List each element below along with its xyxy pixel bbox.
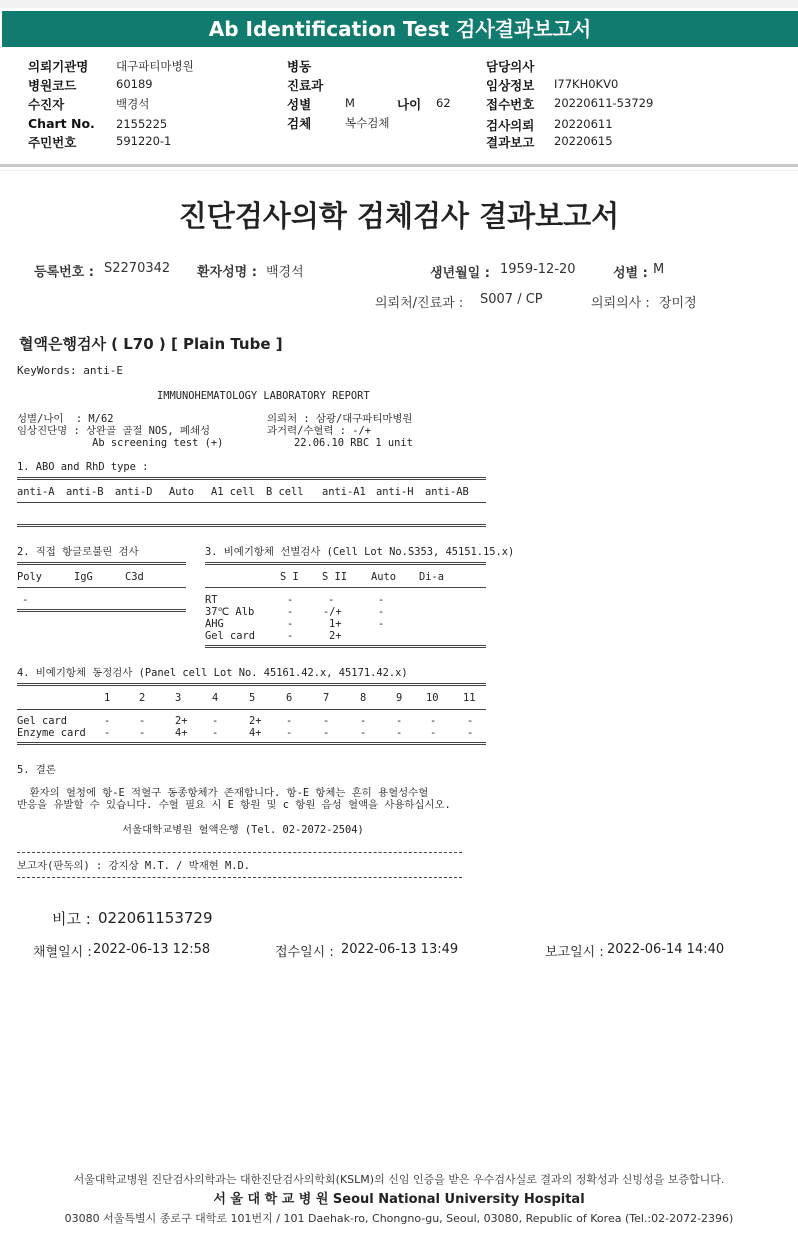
reg-label: 등록번호 : xyxy=(34,265,94,280)
row-label: 37℃ Alb xyxy=(205,606,255,618)
table-cell: - xyxy=(328,594,335,606)
header-label: 검체 xyxy=(287,116,312,131)
table-cell: - xyxy=(430,715,437,727)
table-cell: - xyxy=(286,715,293,727)
hospital-name-en: Seoul National University Hospital xyxy=(332,1192,585,1207)
footer-certification: 서울대학교병원 진단검사의학과는 대한진단검사의학회(KSLM)의 신임 인증을 받은 우수검사실로 결과의 정확성과 신빙성을 보증합니다. xyxy=(73,1173,725,1186)
column-header: B cell xyxy=(266,486,304,498)
double-rule xyxy=(17,524,486,527)
header-value: 62 xyxy=(436,96,451,110)
header-label: Chart No. xyxy=(28,116,95,131)
rule xyxy=(17,877,462,878)
birth-value: 1959-12-20 xyxy=(500,262,576,277)
header-value: I77KH0KV0 xyxy=(554,77,619,91)
dept-label: 의뢰처/진료과 : xyxy=(375,296,464,311)
header-label: 진료과 xyxy=(287,78,324,93)
double-rule xyxy=(17,477,486,480)
sex-label: 성별 : xyxy=(613,266,648,281)
info-line: 임상진단명 : 상완골 골절 NOS, 폐쇄성 xyxy=(17,425,211,437)
section-4-title: 4. 비예기항체 동정검사 (Panel cell Lot No. 45161.42.x, 45171.42.x) xyxy=(17,667,408,679)
column-header: anti-D xyxy=(115,486,153,498)
header-label: 수진자 xyxy=(28,97,65,112)
header-label: 접수번호 xyxy=(486,97,535,112)
report-title: 진단검사의학 검체검사 결과보고서 xyxy=(178,199,620,233)
rule xyxy=(17,587,186,588)
receive-label: 접수일시 : xyxy=(275,945,334,960)
column-header: anti-A1 xyxy=(322,486,366,498)
double-rule xyxy=(17,609,186,612)
info-line: 의뢰처 : 삼광/대구파티마병원 xyxy=(267,413,413,425)
patient-name-label: 환자성명 : xyxy=(197,265,257,280)
section-divider xyxy=(0,164,798,167)
conclusion-line: 반응을 유발할 수 있습니다. 수혈 필요 시 E 항원 및 c 항원 음성 혈액을 사용하십시오. xyxy=(17,799,451,811)
double-rule xyxy=(17,683,486,686)
header-value: 60189 xyxy=(116,77,153,91)
row-label: AHG xyxy=(205,618,224,630)
header-label: 나이 xyxy=(397,97,422,112)
column-header: Di-a xyxy=(419,571,445,583)
header-label: 결과보고 xyxy=(486,135,535,150)
table-cell: - xyxy=(396,715,403,727)
remark-label: 비고 : xyxy=(52,910,91,928)
column-header: 1 xyxy=(104,692,111,704)
double-rule xyxy=(17,562,186,565)
table-cell: - xyxy=(212,715,219,727)
footer-hospital xyxy=(0,1188,798,1207)
collect-label: 채혈일시 : xyxy=(33,945,92,960)
header-label: 검사의뢰 xyxy=(486,118,535,133)
header-label: 담당의사 xyxy=(486,59,535,74)
column-header: 6 xyxy=(286,692,293,704)
column-header: 3 xyxy=(175,692,182,704)
header-label: 주민번호 xyxy=(28,135,77,150)
row-label: Gel card xyxy=(205,630,256,642)
rule xyxy=(17,709,486,710)
table-cell: - xyxy=(139,727,146,739)
footer-address: 03080 서울특별시 종로구 대학로 101번지 / 101 Daehak-ro, Chongno-gu, Seoul, 03080, Republic of Korea (Tel.:02-2072-2396) xyxy=(64,1212,734,1225)
column-header: 11 xyxy=(463,692,476,704)
column-header: 2 xyxy=(139,692,146,704)
header-value: 20220611-53729 xyxy=(554,96,654,110)
rule xyxy=(17,852,462,853)
column-header: anti-H xyxy=(376,486,414,498)
table-cell: - xyxy=(286,727,293,739)
column-header: 7 xyxy=(323,692,330,704)
sex-value: M xyxy=(653,262,665,277)
table-cell: - xyxy=(430,727,437,739)
section-2-title: 2. 직접 항글로불린 검사 xyxy=(17,546,139,558)
banner-title: Ab Identification Test 검사결과보고서 xyxy=(2,11,798,47)
hospital-name-kr: 서 울 대 학 교 병 원 xyxy=(213,1192,329,1207)
table-cell: - xyxy=(287,630,294,642)
keywords: KeyWords: anti-E xyxy=(17,364,123,377)
column-header: S I xyxy=(280,571,299,583)
header-value: M xyxy=(345,96,355,110)
column-header: 10 xyxy=(426,692,439,704)
table-cell: - xyxy=(323,727,330,739)
header-value: 20220611 xyxy=(554,117,613,131)
header-value: 2155225 xyxy=(116,117,168,131)
rule xyxy=(205,587,486,588)
info-line: 성별/나이 : M/62 xyxy=(17,413,114,425)
header-value: 백경석 xyxy=(116,97,150,111)
table-cell: 2+ xyxy=(249,715,262,727)
header-label: 병원코드 xyxy=(28,78,77,93)
column-header: S II xyxy=(322,571,348,583)
birth-label: 생년월일 : xyxy=(430,266,490,281)
table-cell: 2+ xyxy=(329,630,342,642)
header-value: 20220615 xyxy=(554,134,613,148)
conclusion-line: 환자의 혈청에 항-E 적혈구 동종항체가 존재합니다. 항-E 항체는 흔히 용혈성수혈 xyxy=(17,787,429,799)
row-label: RT xyxy=(205,594,218,606)
header-label: 성별 xyxy=(287,97,312,112)
remark-value: 022061153729 xyxy=(98,909,213,927)
header-label: 임상정보 xyxy=(486,78,535,93)
column-header: A1 cell xyxy=(211,486,255,498)
doctor-label: 의뢰의사 : xyxy=(591,296,650,311)
column-header: IgG xyxy=(74,571,93,583)
column-header: 9 xyxy=(396,692,403,704)
header-value: 복수검체 xyxy=(345,116,390,130)
table-cell: - xyxy=(323,715,330,727)
header-value: 591220-1 xyxy=(116,134,172,148)
info-line: Ab screening test (+) xyxy=(17,437,224,449)
table-cell: - xyxy=(360,715,367,727)
rule xyxy=(17,502,486,503)
doctor-value: 장미정 xyxy=(659,296,697,311)
table-cell: - xyxy=(467,727,474,739)
table-cell: 1+ xyxy=(329,618,342,630)
table-cell: - xyxy=(139,715,146,727)
info-line: 22.06.10 RBC 1 unit xyxy=(294,437,413,449)
column-header: Auto xyxy=(371,571,397,583)
table-cell: - xyxy=(287,594,294,606)
table-cell: - xyxy=(104,715,111,727)
reporter: 보고자(판독의) : 강지상 M.T. / 박재현 M.D. xyxy=(17,860,251,872)
table-cell: - xyxy=(378,594,385,606)
info-line: 과거력/수혈력 : -/+ xyxy=(267,425,372,437)
column-header: Poly xyxy=(17,571,43,583)
header-value: 대구파티마병원 xyxy=(116,59,194,73)
lab-report-title: IMMUNOHEMATOLOGY LABORATORY REPORT xyxy=(157,390,370,402)
header-label: 병동 xyxy=(287,59,312,74)
top-strip xyxy=(0,0,798,8)
table-cell: - xyxy=(378,606,385,618)
section-1-title: 1. ABO and RhD type : xyxy=(17,461,149,473)
table-cell: - xyxy=(467,715,474,727)
table-cell: - xyxy=(360,727,367,739)
column-header: C3d xyxy=(125,571,144,583)
column-header: anti-AB xyxy=(425,486,469,498)
patient-name-value: 백경석 xyxy=(266,265,304,280)
column-header: 8 xyxy=(360,692,367,704)
table-cell: 2+ xyxy=(175,715,188,727)
column-header: Auto xyxy=(169,486,195,498)
report-time-value: 2022-06-14 14:40 xyxy=(607,942,725,957)
report-time-label: 보고일시 : xyxy=(545,945,604,960)
column-header: 5 xyxy=(249,692,256,704)
dept-value: S007 / CP xyxy=(480,292,543,307)
column-header: anti-B xyxy=(66,486,104,498)
table-cell: - xyxy=(22,594,29,606)
table-cell: 4+ xyxy=(175,727,188,739)
table-cell: - xyxy=(104,727,111,739)
column-header: 4 xyxy=(212,692,219,704)
test-section-title: 혈액은행검사 ( L70 ) [ Plain Tube ] xyxy=(19,335,283,353)
row-label: Gel card xyxy=(17,715,68,727)
table-cell: - xyxy=(287,618,294,630)
receive-value: 2022-06-13 13:49 xyxy=(341,942,459,957)
table-cell: -/+ xyxy=(323,606,342,618)
section-5-title: 5. 결론 xyxy=(17,764,56,776)
double-rule xyxy=(205,562,486,565)
double-rule xyxy=(205,645,486,648)
reg-value: S2270342 xyxy=(104,261,171,276)
row-label: Enzyme card xyxy=(17,727,86,739)
header-label: 의뢰기관명 xyxy=(28,59,89,74)
collect-value: 2022-06-13 12:58 xyxy=(93,942,211,957)
table-cell: - xyxy=(287,606,294,618)
blood-bank-contact: 서울대학교병원 혈액은행 (Tel. 02-2072-2504) xyxy=(122,824,364,836)
section-divider xyxy=(0,170,798,171)
double-rule xyxy=(17,742,486,745)
table-cell: - xyxy=(396,727,403,739)
table-cell: - xyxy=(212,727,219,739)
table-cell: 4+ xyxy=(249,727,262,739)
section-3-title: 3. 비예기항체 선별검사 (Cell Lot No.S353, 45151.15.x) xyxy=(205,546,515,558)
table-cell: - xyxy=(378,618,385,630)
column-header: anti-A xyxy=(17,486,55,498)
